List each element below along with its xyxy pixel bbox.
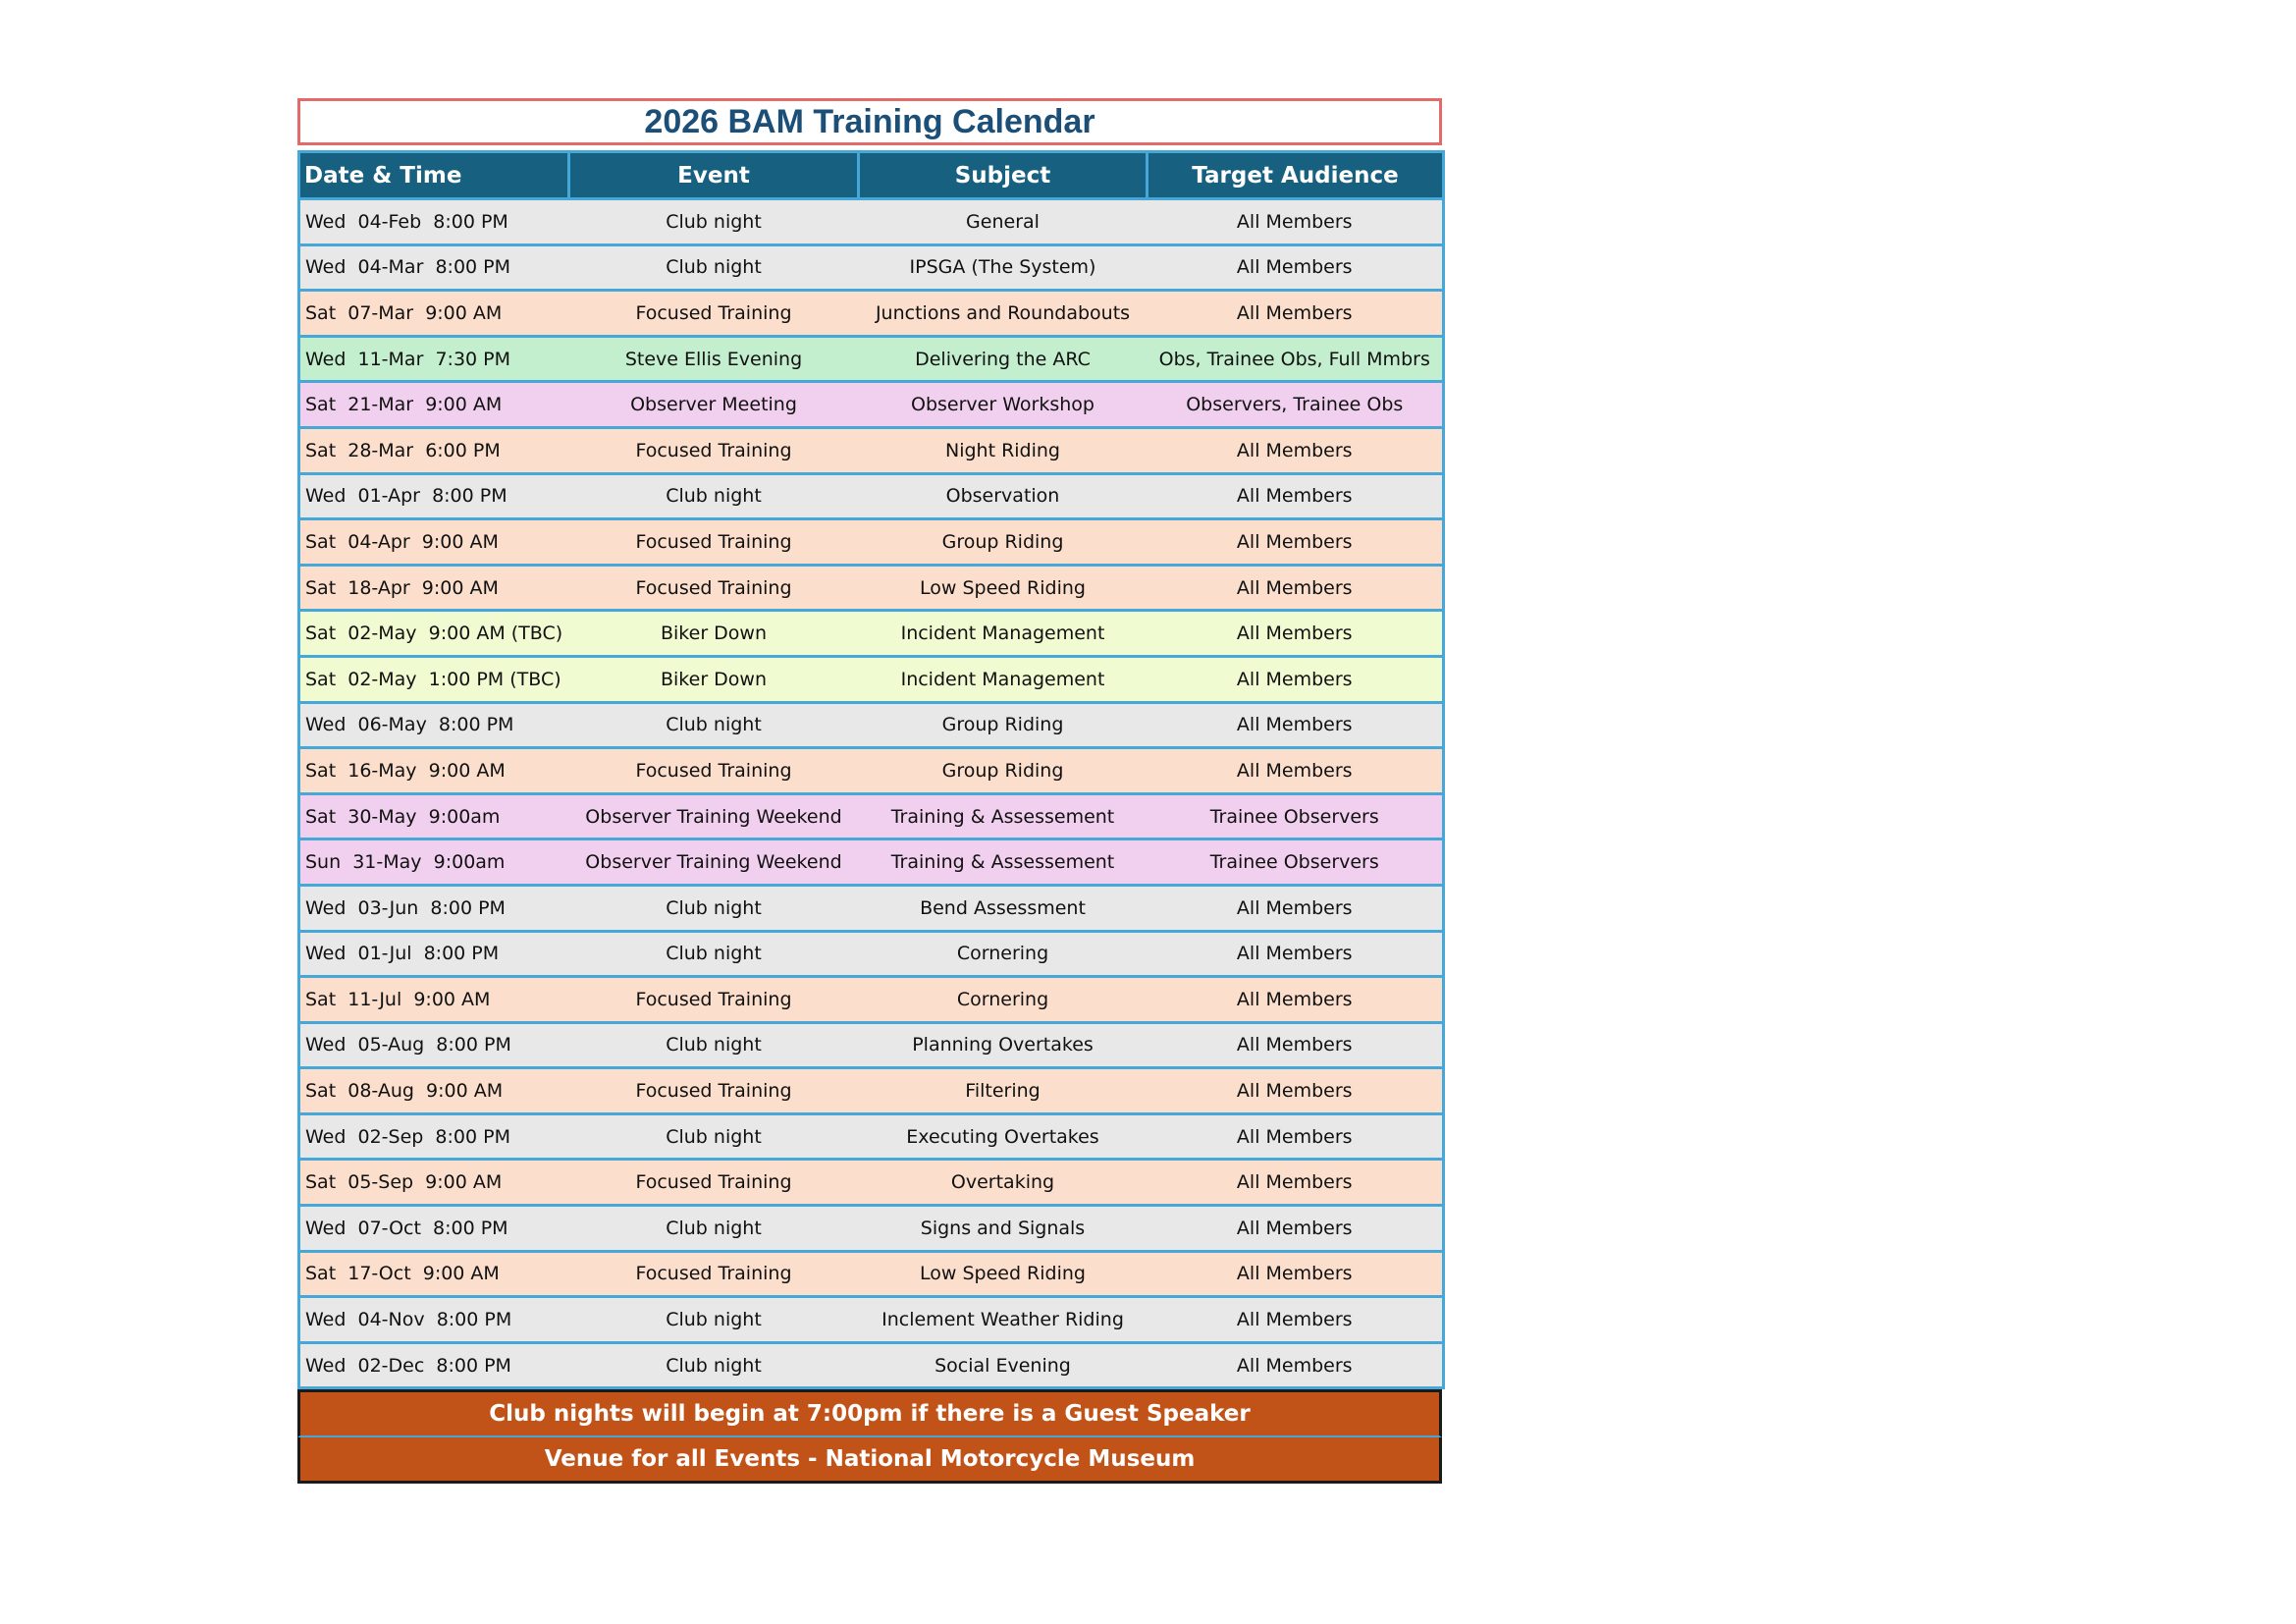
cell-subject: Low Speed Riding <box>859 1251 1148 1297</box>
table-row <box>299 291 1444 337</box>
cell-date-time: Sat 08-Aug 9:00 AM <box>299 1068 569 1114</box>
cell-date-time: Sat 02-May 9:00 AM (TBC) <box>299 611 569 657</box>
table-row <box>299 199 1444 245</box>
cell-target-audience: All Members <box>1148 702 1444 748</box>
cell-date-time: Wed 04-Feb 8:00 PM <box>299 199 569 245</box>
cell-target-audience: All Members <box>1148 977 1444 1023</box>
cell-subject: Group Riding <box>859 748 1148 794</box>
cell-target-audience: All Members <box>1148 1022 1444 1068</box>
cell-target-audience: All Members <box>1148 565 1444 611</box>
table-row <box>299 1113 1444 1160</box>
cell-event: Focused Training <box>569 291 859 337</box>
cell-subject: Group Riding <box>859 702 1148 748</box>
cell-event: Club night <box>569 473 859 519</box>
table-row <box>299 1206 1444 1252</box>
calendar-table <box>297 150 1445 1389</box>
cell-target-audience: All Members <box>1148 885 1444 931</box>
cell-event: Club night <box>569 199 859 245</box>
cell-subject: Observation <box>859 473 1148 519</box>
cell-event: Focused Training <box>569 1160 859 1206</box>
cell-date-time: Wed 07-Oct 8:00 PM <box>299 1206 569 1252</box>
cell-event: Observer Meeting <box>569 382 859 428</box>
cell-event: Focused Training <box>569 1251 859 1297</box>
cell-event: Club night <box>569 702 859 748</box>
table-row <box>299 382 1444 428</box>
cell-date-time: Sat 21-Mar 9:00 AM <box>299 382 569 428</box>
header-row <box>299 152 1444 199</box>
table-row <box>299 1297 1444 1343</box>
table-row <box>299 1160 1444 1206</box>
cell-date-time: Sat 16-May 9:00 AM <box>299 748 569 794</box>
cell-target-audience: All Members <box>1148 1342 1444 1388</box>
cell-event: Club night <box>569 1297 859 1343</box>
cell-event: Club night <box>569 885 859 931</box>
cell-event: Observer Training Weekend <box>569 839 859 886</box>
cell-date-time: Sun 31-May 9:00am <box>299 839 569 886</box>
cell-date-time: Sat 18-Apr 9:00 AM <box>299 565 569 611</box>
cell-target-audience: All Members <box>1148 1251 1444 1297</box>
cell-target-audience: All Members <box>1148 1160 1444 1206</box>
table-row <box>299 885 1444 931</box>
table-row <box>299 611 1444 657</box>
cell-subject: Filtering <box>859 1068 1148 1114</box>
cell-event: Biker Down <box>569 656 859 702</box>
calendar-title: 2026 BAM Training Calendar <box>297 98 1442 145</box>
cell-target-audience: All Members <box>1148 656 1444 702</box>
cell-target-audience: All Members <box>1148 931 1444 977</box>
table-row <box>299 656 1444 702</box>
cell-event: Focused Training <box>569 427 859 473</box>
cell-subject: Group Riding <box>859 519 1148 566</box>
table-row <box>299 839 1444 886</box>
table-row <box>299 565 1444 611</box>
cell-subject: Bend Assessment <box>859 885 1148 931</box>
table-row <box>299 1251 1444 1297</box>
venue-note: Venue for all Events - National Motorcycle Museum <box>297 1437 1442 1484</box>
header-target-audience: Target Audience <box>1148 152 1444 199</box>
cell-target-audience: All Members <box>1148 1206 1444 1252</box>
cell-target-audience: All Members <box>1148 244 1444 291</box>
cell-event: Focused Training <box>569 1068 859 1114</box>
cell-event: Club night <box>569 1206 859 1252</box>
cell-subject: Incident Management <box>859 656 1148 702</box>
cell-event: Club night <box>569 931 859 977</box>
calendar-sheet <box>297 98 1442 1484</box>
cell-target-audience: All Members <box>1148 519 1444 566</box>
table-row <box>299 427 1444 473</box>
cell-date-time: Wed 01-Jul 8:00 PM <box>299 931 569 977</box>
header-subject: Subject <box>859 152 1148 199</box>
table-row <box>299 702 1444 748</box>
cell-date-time: Sat 07-Mar 9:00 AM <box>299 291 569 337</box>
cell-target-audience: All Members <box>1148 748 1444 794</box>
table-row <box>299 244 1444 291</box>
cell-target-audience: All Members <box>1148 611 1444 657</box>
cell-subject: Low Speed Riding <box>859 565 1148 611</box>
table-row <box>299 1022 1444 1068</box>
table-row <box>299 519 1444 566</box>
cell-target-audience: Observers, Trainee Obs <box>1148 382 1444 428</box>
calendar-body <box>299 199 1444 1388</box>
cell-date-time: Sat 11-Jul 9:00 AM <box>299 977 569 1023</box>
cell-date-time: Wed 04-Nov 8:00 PM <box>299 1297 569 1343</box>
table-row <box>299 473 1444 519</box>
cell-subject: Incident Management <box>859 611 1148 657</box>
cell-event: Biker Down <box>569 611 859 657</box>
cell-subject: Delivering the ARC <box>859 336 1148 382</box>
cell-target-audience: All Members <box>1148 473 1444 519</box>
cell-event: Club night <box>569 1342 859 1388</box>
cell-date-time: Sat 05-Sep 9:00 AM <box>299 1160 569 1206</box>
cell-event: Steve Ellis Evening <box>569 336 859 382</box>
cell-date-time: Sat 28-Mar 6:00 PM <box>299 427 569 473</box>
cell-event: Club night <box>569 1022 859 1068</box>
cell-target-audience: All Members <box>1148 427 1444 473</box>
cell-event: Observer Training Weekend <box>569 793 859 839</box>
cell-subject: Signs and Signals <box>859 1206 1148 1252</box>
cell-target-audience: All Members <box>1148 291 1444 337</box>
cell-target-audience: All Members <box>1148 1068 1444 1114</box>
cell-target-audience: All Members <box>1148 1297 1444 1343</box>
cell-date-time: Wed 11-Mar 7:30 PM <box>299 336 569 382</box>
table-row <box>299 336 1444 382</box>
cell-date-time: Wed 03-Jun 8:00 PM <box>299 885 569 931</box>
table-row <box>299 977 1444 1023</box>
cell-target-audience: Obs, Trainee Obs, Full Mmbrs <box>1148 336 1444 382</box>
cell-date-time: Wed 02-Dec 8:00 PM <box>299 1342 569 1388</box>
cell-subject: Inclement Weather Riding <box>859 1297 1148 1343</box>
cell-subject: Executing Overtakes <box>859 1113 1148 1160</box>
cell-target-audience: All Members <box>1148 1113 1444 1160</box>
cell-date-time: Wed 06-May 8:00 PM <box>299 702 569 748</box>
cell-event: Club night <box>569 1113 859 1160</box>
header-event: Event <box>569 152 859 199</box>
cell-subject: Cornering <box>859 931 1148 977</box>
cell-target-audience: Trainee Observers <box>1148 839 1444 886</box>
cell-target-audience: All Members <box>1148 199 1444 245</box>
cell-subject: Observer Workshop <box>859 382 1148 428</box>
cell-subject: Training & Assessement <box>859 839 1148 886</box>
cell-subject: General <box>859 199 1148 245</box>
cell-subject: Planning Overtakes <box>859 1022 1148 1068</box>
table-row <box>299 793 1444 839</box>
cell-subject: Social Evening <box>859 1342 1148 1388</box>
cell-date-time: Wed 02-Sep 8:00 PM <box>299 1113 569 1160</box>
cell-date-time: Wed 05-Aug 8:00 PM <box>299 1022 569 1068</box>
guest-speaker-note: Club nights will begin at 7:00pm if there is a Guest Speaker <box>297 1389 1442 1437</box>
table-row <box>299 748 1444 794</box>
cell-subject: Night Riding <box>859 427 1148 473</box>
table-row <box>299 1342 1444 1388</box>
cell-event: Focused Training <box>569 977 859 1023</box>
cell-subject: Training & Assessement <box>859 793 1148 839</box>
header-date-time: Date & Time <box>299 152 569 199</box>
cell-subject: Overtaking <box>859 1160 1148 1206</box>
cell-target-audience: Trainee Observers <box>1148 793 1444 839</box>
cell-date-time: Sat 02-May 1:00 PM (TBC) <box>299 656 569 702</box>
cell-event: Focused Training <box>569 519 859 566</box>
cell-event: Club night <box>569 244 859 291</box>
cell-date-time: Wed 04-Mar 8:00 PM <box>299 244 569 291</box>
cell-subject: IPSGA (The System) <box>859 244 1148 291</box>
cell-event: Focused Training <box>569 748 859 794</box>
cell-date-time: Wed 01-Apr 8:00 PM <box>299 473 569 519</box>
cell-date-time: Sat 17-Oct 9:00 AM <box>299 1251 569 1297</box>
cell-date-time: Sat 30-May 9:00am <box>299 793 569 839</box>
cell-date-time: Sat 04-Apr 9:00 AM <box>299 519 569 566</box>
cell-subject: Junctions and Roundabouts <box>859 291 1148 337</box>
table-row <box>299 1068 1444 1114</box>
cell-event: Focused Training <box>569 565 859 611</box>
cell-subject: Cornering <box>859 977 1148 1023</box>
table-row <box>299 931 1444 977</box>
